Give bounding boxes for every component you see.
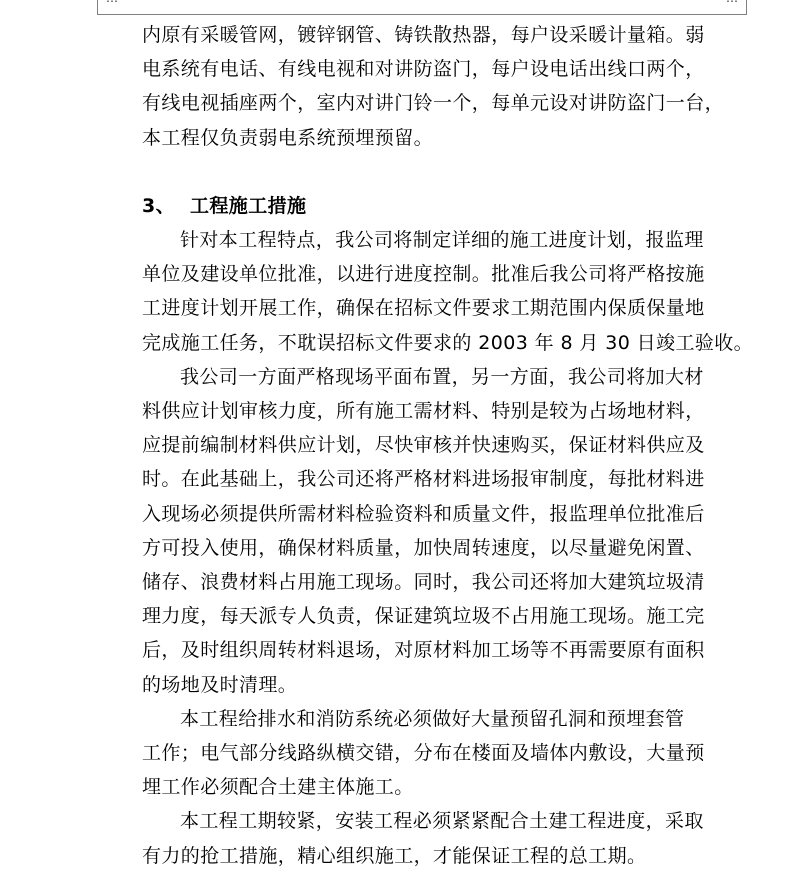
paragraph-line: 理力度，每天派专人负责，保证建筑垃圾不占用施工现场。施工完	[142, 605, 705, 628]
paragraph-line: 内原有采暖管网，镀锌钢管、铸铁散热器，每户设采暖计量箱。弱	[142, 24, 705, 46]
paragraph-line: 有线电视插座两个，室内对讲门铃一个，每单元设对讲防盗门一台，	[142, 92, 725, 115]
paragraph-line: 我公司一方面严格现场平面布置，另一方面，我公司将加大材	[180, 365, 704, 388]
paragraph-line: 储存、浪费材料占用施工现场。同时，我公司还将加大建筑垃圾清	[142, 571, 705, 594]
paragraph-line: 本工程仅负责弱电系统预埋预留。	[142, 126, 434, 149]
paragraph-line: 应提前编制材料供应计划，尽快审核并快速购买，保证材料供应及	[142, 434, 705, 457]
paragraph-line: 本工程给排水和消防系统必须做好大量预留孔洞和预埋套管	[180, 707, 685, 730]
section-heading	[142, 189, 727, 223]
header-left-text	[106, 0, 118, 5]
paragraph	[142, 702, 727, 805]
paragraph-line: 工作；电气部分线路纵横交错，分布在楼面及墙体内敷设，大量预	[142, 742, 705, 765]
paragraph-line: 针对本工程特点，我公司将制定详细的施工进度计划，报监理	[180, 229, 704, 252]
paragraph-line: 料供应计划审核力度，所有施工需材料、特别是较为占场地材料，	[142, 400, 705, 423]
paragraph-line: 有力的抢工措施，精心组织施工，才能保证工程的总工期。	[142, 844, 647, 867]
paragraph-line: 工进度计划开展工作，确保在招标文件要求工期范围内保质保量地	[142, 297, 705, 320]
section-number: 3、	[142, 194, 176, 217]
page-header-border	[97, 0, 747, 15]
section-title: 工程施工措施	[190, 194, 307, 217]
paragraph-line: 入现场必须提供所需材料检验资料和质量文件，报监理单位批准后	[142, 502, 705, 525]
paragraph-line: 本工程工期较紧，安装工程必须紧紧配合土建工程进度，采取	[180, 810, 704, 833]
paragraph	[142, 804, 727, 872]
paragraph-line: 埋工作必须配合土建主体施工。	[142, 776, 414, 799]
paragraph	[142, 360, 727, 702]
paragraph	[142, 18, 727, 155]
header-right-text	[726, 0, 738, 5]
paragraph-line: 完成施工任务，不耽误招标文件要求的 2003 年 8 月 30 日竣工验收。	[142, 331, 754, 354]
paragraph-line: 方可投入使用，确保材料质量，加快周转速度，以尽量避免闲置、	[142, 536, 705, 559]
paragraph-line: 电系统有电话、有线电视和对讲防盗门，每户设电话出线口两个，	[142, 58, 705, 81]
paragraph-line: 后，及时组织周转材料退场，对原材料加工场等不再需要原有面积	[142, 639, 705, 662]
paragraph	[142, 223, 754, 360]
document-body	[142, 18, 754, 873]
paragraph-line: 单位及建设单位批准，以进行进度控制。批准后我公司将严格按施	[142, 263, 705, 286]
paragraph-line: 的场地及时清理。	[142, 673, 298, 696]
paragraph-line: 时。在此基础上，我公司还将严格材料进场报审制度，每批材料进	[142, 468, 705, 491]
